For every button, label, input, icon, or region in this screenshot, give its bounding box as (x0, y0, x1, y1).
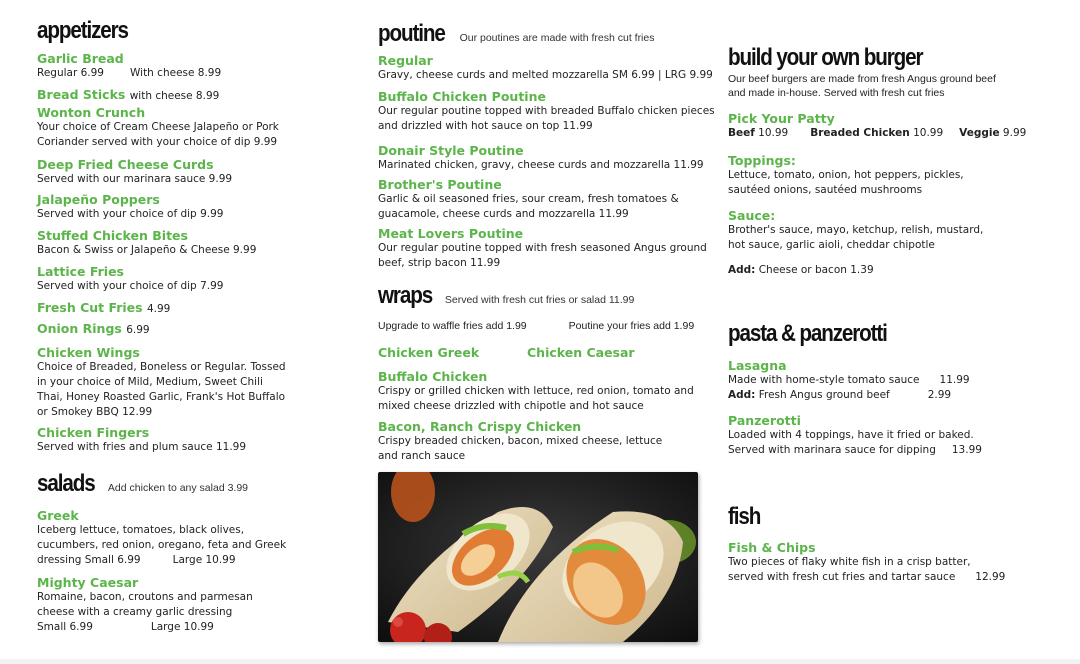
item-name: Toppings: (728, 153, 796, 168)
poutine-note: Our poutines are made with fresh cut fries (459, 32, 655, 44)
poutine-section-header (378, 20, 654, 48)
item-desc-line: and drizzled with hot sauce on top 11.99 (378, 120, 593, 132)
item-name: Fresh Cut Fries (37, 300, 143, 315)
item-name: Stuffed Chicken Bites (37, 228, 188, 243)
patty-veggie-price: 9.99 (1002, 127, 1027, 139)
item-name: Buffalo Chicken (378, 369, 488, 384)
item-price: 4.99 (146, 303, 171, 315)
item-price-cheese: With cheese 8.99 (130, 67, 222, 79)
item-desc-line: mixed cheese drizzled with chipotle and hot sauce (378, 400, 644, 412)
item-desc-line: Choice of Breaded, Boneless or Regular. Tossed (37, 361, 286, 373)
menu-item-fish-and-chips (728, 540, 1005, 585)
wraps-title: wraps (378, 282, 433, 309)
item-desc-line: beef, strip bacon 11.99 (378, 257, 501, 269)
item-name: Jalapeño Poppers (37, 192, 160, 207)
item-desc-line: Served with fries and plum sauce 11.99 (37, 441, 247, 453)
menu-item-chicken-caesar-wrap (527, 345, 635, 360)
salads-title: salads (37, 470, 95, 497)
patty-chicken-label: Breaded Chicken (810, 127, 910, 139)
item-desc-line: sautéed onions, sautéed mushrooms (728, 184, 923, 196)
item-desc-line: Made with home-style tomato sauce (728, 374, 920, 386)
item-name: Wonton Crunch (37, 105, 146, 120)
menu-item-panzerotti (728, 413, 982, 458)
item-desc-line: hot sauce, garlic aioli, cheddar chipotle (728, 239, 935, 251)
menu-item-stuffed-chicken-bites (37, 228, 256, 258)
item-name: Panzerotti (728, 413, 801, 428)
item-desc-line: cucumbers, red onion, oregano, feta and Greek (37, 539, 287, 551)
wraps-section-header (378, 282, 634, 310)
item-desc-line: Marinated chicken, gravy, cheese curds and mozzarella 11.99 (378, 159, 704, 171)
upgrade-waffle-fries: Upgrade to waffle fries add 1.99 (378, 320, 527, 332)
item-name: Bread Sticks (37, 87, 126, 102)
item-name: Regular (378, 53, 433, 68)
item-name: Donair Style Poutine (378, 143, 524, 158)
item-desc-line: Lettuce, tomato, onion, hot peppers, pickles, (728, 169, 964, 181)
item-desc-line: Our regular poutine topped with fresh seasoned Angus ground (378, 242, 707, 254)
item-price-regular: Regular 6.99 (37, 67, 104, 79)
burger-intro-line: and made in-house. Served with fresh cut fries (728, 87, 945, 99)
menu-item-donair-poutine (378, 143, 704, 173)
menu-item-regular-poutine (378, 53, 713, 83)
item-name: Mighty Caesar (37, 575, 139, 590)
item-desc-line: in your choice of Mild, Medium, Sweet Chili (37, 376, 263, 388)
burger-add-on (728, 263, 874, 278)
burger-intro (728, 72, 996, 100)
patty-chicken-price: 10.99 (913, 127, 944, 139)
menu-item-sauce (728, 208, 983, 253)
menu-item-toppings (728, 153, 964, 198)
item-price-small: Small 6.99 (37, 621, 93, 633)
wraps-note: Served with fresh cut fries or salad 11.99 (444, 294, 635, 306)
menu-item-meat-lovers-poutine (378, 226, 707, 271)
pasta-title: pasta & panzerotti (728, 320, 887, 347)
item-name: Greek (37, 508, 79, 523)
item-desc-line: Iceberg lettuce, tomatoes, black olives, (37, 524, 245, 536)
menu-item-bacon-ranch-wrap (378, 419, 662, 464)
item-desc-line: Served with your choice of dip 9.99 (37, 208, 224, 220)
appetizers-title: appetizers (37, 17, 128, 44)
item-price-large: Large 10.99 (172, 554, 236, 566)
item-desc-line: Coriander served with your choice of dip 9.99 (37, 136, 278, 148)
item-name: Sauce: (728, 208, 776, 223)
item-price: 11.99 (939, 374, 970, 386)
menu-item-onion-rings (37, 321, 150, 338)
wrap-photo (378, 472, 698, 642)
menu-item-lattice-fries (37, 264, 223, 294)
burger-intro-line: Our beef burgers are made from fresh Angus ground beef (728, 73, 996, 85)
add-label: Add: (728, 389, 756, 401)
item-desc-line: Two pieces of flaky white fish in a crisp batter, (728, 556, 971, 568)
item-name: Garlic Bread (37, 51, 124, 66)
item-desc-line: Brother's sauce, mayo, ketchup, relish, mustard, (728, 224, 984, 236)
item-desc-line: Your choice of Cream Cheese Jalapeño or Pork (37, 121, 279, 133)
item-desc-line: Gravy, cheese curds and melted mozzarella SM 6.99 | LRG 9.99 (378, 69, 713, 81)
item-name: Deep Fried Cheese Curds (37, 157, 214, 172)
salads-section-header (37, 470, 248, 498)
menu-item-cheese-curds (37, 157, 232, 187)
add-price: 2.99 (927, 389, 952, 401)
wrap-illustration (378, 472, 698, 642)
item-desc-line: or Smokey BBQ 12.99 (37, 406, 153, 418)
menu-item-lasagna (728, 358, 970, 403)
fish-title: fish (728, 503, 761, 530)
item-name: Onion Rings (37, 321, 122, 336)
item-price-large: Large 10.99 (150, 621, 214, 633)
item-name: Chicken Greek (378, 345, 480, 360)
item-desc-line: Loaded with 4 toppings, have it fried or baked. (728, 429, 974, 441)
item-desc-line: guacamole, cheese curds and mozzarella 11.99 (378, 208, 629, 220)
item-name: Bacon, Ranch Crispy Chicken (378, 419, 582, 434)
item-name: Pick Your Patty (728, 111, 835, 126)
menu-item-fresh-cut-fries (37, 300, 170, 317)
item-name: Brother's Poutine (378, 177, 502, 192)
pasta-section-header (728, 320, 913, 348)
item-name: Fish & Chips (728, 540, 816, 555)
patty-veggie-label: Veggie (959, 127, 1000, 139)
menu-item-mighty-caesar (37, 575, 253, 635)
menu-item-buffalo-chicken-poutine (378, 89, 715, 134)
appetizers-section-header (37, 17, 143, 45)
add-text: Cheese or bacon 1.39 (758, 264, 874, 276)
patty-beef-price: 10.99 (758, 127, 789, 139)
item-desc-line: cheese with a creamy garlic dressing (37, 606, 233, 618)
item-desc-line: Thai, Honey Roasted Garlic, Frank's Hot Buffalo (37, 391, 286, 403)
item-price-small: dressing Small 6.99 (37, 554, 141, 566)
item-name: Buffalo Chicken Poutine (378, 89, 546, 104)
item-desc: with cheese 8.99 (129, 90, 220, 102)
item-desc-line: Served with your choice of dip 7.99 (37, 280, 224, 292)
item-name: Chicken Fingers (37, 425, 150, 440)
patty-beef-label: Beef (728, 127, 755, 139)
item-price: 13.99 (951, 444, 982, 456)
upgrade-poutine-fries: Poutine your fries add 1.99 (568, 320, 695, 332)
fish-section-header (728, 503, 765, 531)
item-desc-line: Served with marinara sauce for dipping (728, 444, 936, 456)
item-desc-line: Our regular poutine topped with breaded Buffalo chicken pieces (378, 105, 715, 117)
page-bottom-edge (0, 659, 1080, 664)
item-desc-line: Garlic & oil seasoned fries, sour cream, fresh tomatoes & (378, 193, 679, 205)
menu-item-chicken-greek-wrap (378, 345, 479, 360)
menu-item-brothers-poutine (378, 177, 679, 222)
salads-note: Add chicken to any salad 3.99 (107, 482, 249, 494)
add-text: Fresh Angus ground beef (758, 389, 890, 401)
add-label: Add: (728, 264, 756, 276)
menu-item-bread-sticks (37, 87, 219, 104)
menu-item-chicken-wings (37, 345, 286, 420)
wraps-upgrades (378, 319, 694, 334)
menu-item-greek-salad (37, 508, 286, 568)
item-desc-line: Crispy or grilled chicken with lettuce, red onion, tomato and (378, 385, 694, 397)
item-desc-line: served with fresh cut fries and tartar sauce (728, 571, 956, 583)
item-name: Chicken Wings (37, 345, 140, 360)
menu-item-jalapeno-poppers (37, 192, 223, 222)
item-name: Lasagna (728, 358, 787, 373)
menu-item-garlic-bread (37, 51, 221, 81)
burger-section-header (728, 44, 954, 72)
item-name: Chicken Caesar (527, 345, 635, 360)
item-name: Lattice Fries (37, 264, 124, 279)
menu-item-chicken-fingers (37, 425, 246, 455)
burger-title: build your own burger (728, 44, 923, 71)
poutine-title: poutine (378, 20, 445, 47)
menu-item-buffalo-chicken-wrap (378, 369, 694, 414)
item-desc-line: Bacon & Swiss or Jalapeño & Cheese 9.99 (37, 244, 257, 256)
item-price: 12.99 (975, 571, 1006, 583)
menu-item-wonton-crunch (37, 105, 279, 150)
menu-item-pick-your-patty (728, 111, 1026, 141)
item-desc-line: Served with our marinara sauce 9.99 (37, 173, 233, 185)
item-name: Meat Lovers Poutine (378, 226, 524, 241)
item-desc-line: Romaine, bacon, croutons and parmesan (37, 591, 253, 603)
item-desc-line: Crispy breaded chicken, bacon, mixed cheese, lettuce (378, 435, 663, 447)
item-price: 6.99 (126, 324, 150, 336)
item-desc-line: and ranch sauce (378, 450, 466, 462)
